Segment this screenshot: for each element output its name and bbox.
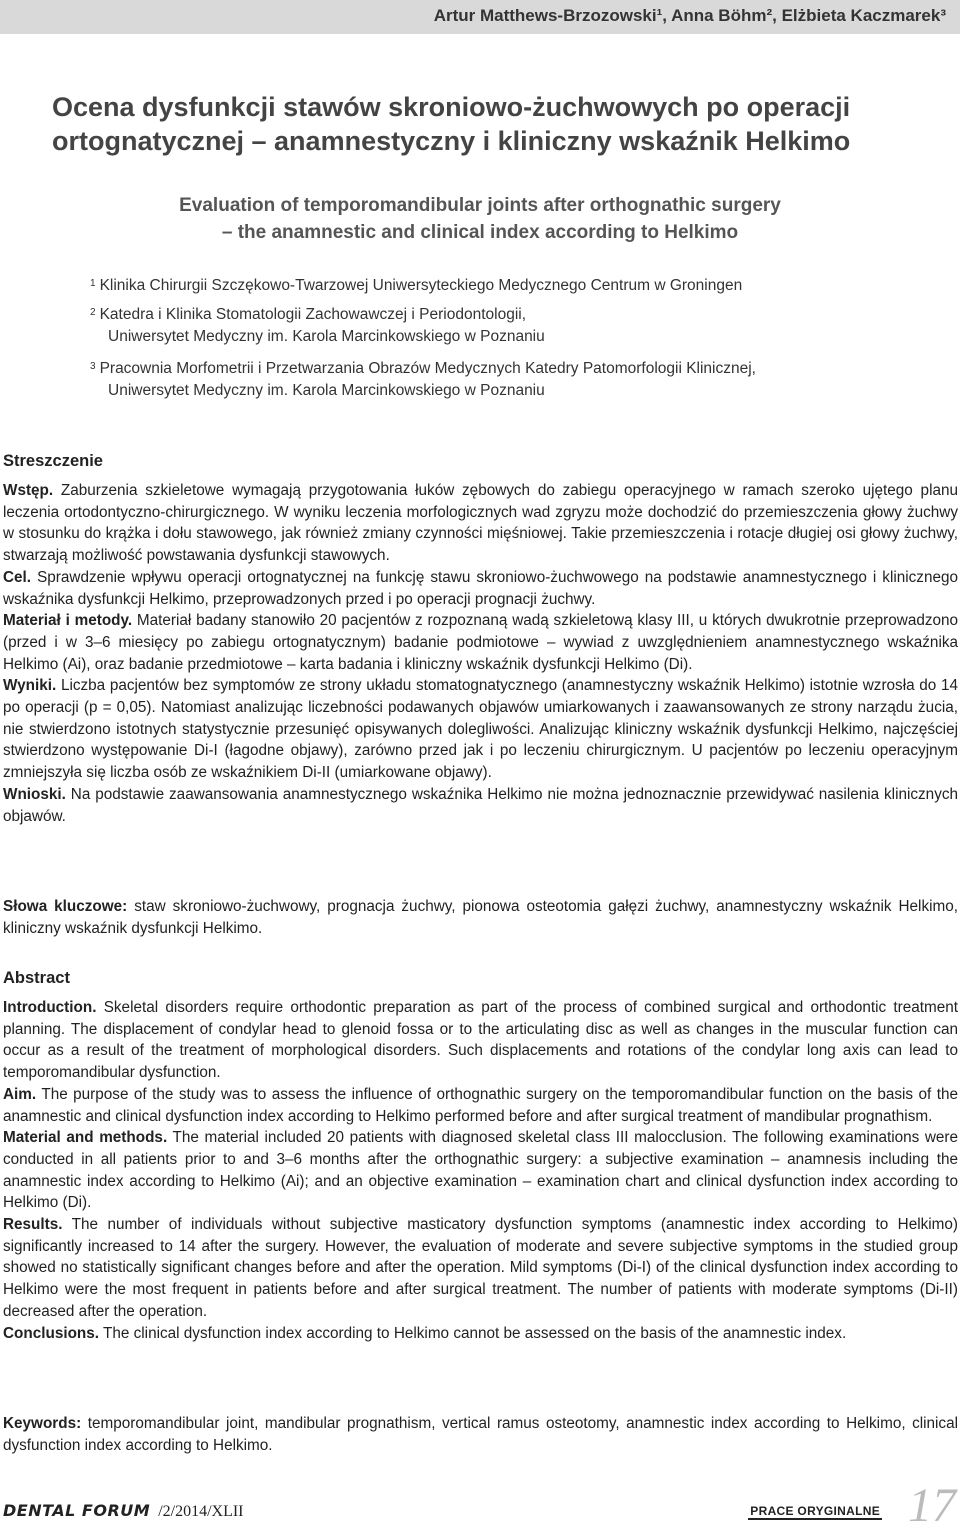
authors: Artur Matthews-Brzozowski¹, Anna Böhm², Elżbieta Kaczmarek³ — [433, 6, 946, 25]
section-label: PRACE ORYGINALNE — [750, 1504, 880, 1518]
wnioski-text: Na podstawie zaawansowania anamnestycznego wskaźnika Helkimo nie można jednoznacznie przewidywać nasilenia klinicznych objawów. — [3, 785, 958, 825]
keywords — [3, 1413, 958, 1456]
affiliation-2-text-line1: Katedra i Klinika Stomatologii Zachowawczej i Periodontologii, — [99, 306, 527, 323]
streszczenie-heading: Streszczenie — [3, 452, 103, 470]
affiliation-1 — [90, 275, 920, 297]
wyniki-text: Liczba pacjentów bez symptomów ze strony układu stomatognatycznego (anamnestyczny wskaźnik Helkimo) istotnie wzrosła do 14 po operacji (p = 0,05). Natomiast analizując liczebności podawanych objawów umiarkowanych i zaawansowanych ze strony narządu żucia, nie stwierdzono istotnych statystycznie przesunięć opisywanych dolegliwości. Analizując kliniczny wskaźnik dysfunkcji Helkimo, najczęściej stwierdzono występowanie Di-I (łagodne objawy), zarówno przed jak i po leczeniu chirurgicznym. U pacjentów po leczeniu operacyjnym zmniejszyła się liczba osób ze wskaźnikiem Di-II (umiarkowane objawy). — [3, 677, 958, 782]
affiliation-1-text: Klinika Chirurgii Szczękowo-Twarzowej Uniwersyteckiego Medycznego Centrum w Groningen — [99, 277, 743, 294]
journal-name: DENTAL FORUM — [3, 1501, 151, 1520]
page-number: 17 — [908, 1479, 956, 1532]
wnioski-label: Wnioski. — [3, 785, 66, 803]
abstract-methods — [3, 1127, 958, 1214]
conclusions-label: Conclusions. — [3, 1324, 100, 1342]
slowa-kluczowe-text: staw skroniowo-żuchwowy, prognacja żuchwy, pionowa osteotomia gałęzi żuchwy, anamnestyczny wskaźnik Helkimo, kliniczny wskaźnik dysfunkcji Helkimo. — [3, 898, 959, 937]
methods-label: Material and methods. — [3, 1129, 168, 1147]
abstract-conclusions — [3, 1323, 958, 1345]
slowa-kluczowe-label: Słowa kluczowe: — [3, 898, 128, 915]
streszczenie-cel — [3, 567, 958, 610]
conclusions-text: The clinical dysfunction index according to Helkimo cannot be assessed on the basis of the anamnestic index. — [99, 1324, 847, 1342]
affiliation-3 — [90, 358, 920, 402]
results-text: The number of individuals without subjective masticatory dysfunction symptoms (anamnestic index according to Helkimo) significantly increased to 14 after the surgery. However, the evaluation of moderate and severe subjective symptoms in the studied group showed no statistically significant changes before and after the operation. Mild symptoms (Di-I) of the clinical dysfunction index according to Helkimo were the most frequent in patients before and after surgical treatment. The number of patients with moderate symptoms (Di-II) decreased after the operation. — [3, 1216, 958, 1320]
wyniki-label: Wyniki. — [3, 677, 57, 695]
introduction-text: Skeletal disorders require orthodontic preparation as part of the process of combined surgical and orthodontic treatment planning. The displacement of condylar head to glenoid fossa or to the articulating disc as well as changes in the muscular function can occur as a result of the treatment of morphological disorders. Such displacements and rotations of the condylar long axis can lead to temporomandibular dysfunction. — [3, 999, 958, 1082]
slowa-kluczowe — [3, 896, 958, 939]
keywords-paragraph — [3, 1413, 958, 1456]
abstract-results — [3, 1214, 958, 1323]
title-english — [0, 192, 960, 246]
streszczenie-wyniki — [3, 675, 958, 784]
keywords-label: Keywords: — [3, 1415, 82, 1432]
methods-text: The material included 20 patients with diagnosed skeletal class III malocclusion. The following examinations were conducted in all patients prior to and 3–6 months after the orthognathic surgery: a subjective examination – anamnesis including the anamnestic index according to Helkimo (Ai); and an objective examination – examination chart and clinical dysfunction index according to Helkimo (Di). — [3, 1129, 959, 1212]
streszczenie-wstep — [3, 480, 958, 567]
title-english-line1: Evaluation of temporomandibular joints after orthognathic surgery — [179, 195, 781, 216]
abstract-heading: Abstract — [3, 969, 70, 987]
aim-text: The purpose of the study was to assess the influence of orthognathic surgery on the temporomandibular function on the basis of the anamnestic and clinical dysfunction index according to Helkimo performed before and after surgical treatment of mandibular prognathism. — [3, 1085, 958, 1125]
title-english-line2: – the anamnestic and clinical index according to Helkimo — [221, 222, 739, 243]
keywords-text: temporomandibular joint, mandibular prognathism, vertical ramus osteotomy, anamnestic index according to Helkimo, clinical dysfunction index according to Helkimo. — [3, 1415, 958, 1454]
abstract-body — [3, 997, 958, 1344]
title-polish-line1: Ocena dysfunkcji stawów skroniowo-żuchwowych po operacji — [52, 92, 851, 122]
affiliation-3-text-line2: Uniwersytet Medyczny im. Karola Marcinkowskiego w Poznaniu — [108, 382, 545, 399]
affiliation-3-number: 3 — [90, 361, 96, 372]
streszczenie-body — [3, 480, 958, 827]
results-label: Results. — [3, 1216, 63, 1234]
title-polish — [52, 90, 932, 158]
affiliation-2 — [90, 304, 920, 348]
material-label: Materiał i metody. — [3, 612, 133, 630]
streszczenie-wnioski — [3, 784, 958, 827]
streszczenie-material — [3, 610, 958, 675]
affiliation-2-text-line2: Uniwersytet Medyczny im. Karola Marcinkowskiego w Poznaniu — [108, 328, 545, 345]
aim-label: Aim. — [3, 1085, 37, 1103]
footer-journal — [3, 1501, 244, 1521]
affiliation-2-number: 2 — [90, 307, 96, 318]
cel-text: Sprawdzenie wpływu operacji ortognatycznej na funkcję stawu skroniowo-żuchwowego na podstawie anamnestycznego i klinicznego wskaźnika dysfunkcji Helkimo, przeprowadzonych przed i po operacji prognacji żuchwy. — [3, 568, 958, 608]
wstep-text: Zaburzenia szkieletowe wymagają przygotowania łuków zębowych do zabiegu operacyjnego w ramach szeroko ujętego planu leczenia ortodontyczno-chirurgicznego. W wyniku leczenia morfologicznych wad zgryzu może dochodzić do przemieszczenia głowy żuchwy w stosunku do krążka i dołu stawowego, jak również zmiany czynności mięśniowej. Takie przemieszczenia i rotacje długiej osi głowy żuchwy, stwarzają możliwość powstawania dysfunkcji stawowych. — [3, 482, 958, 565]
authors-bar — [0, 0, 960, 34]
cel-label: Cel. — [3, 568, 32, 586]
affiliation-1-number: 1 — [90, 278, 96, 289]
slowa-kluczowe-paragraph — [3, 896, 958, 939]
journal-issue: /2/2014/XLII — [158, 1503, 244, 1520]
abstract-aim — [3, 1084, 958, 1127]
material-text: Materiał badany stanowiło 20 pacjentów z rozpoznaną wadą szkieletową klasy III, u których dwukrotnie przeprowadzono (przed i w 3–6 miesięcy po zabiegu ortognatycznym) badanie podmiotowe – wywiad z uwzględnieniem anamnestycznego wskaźnika Helkimo (Ai), oraz badanie przedmiotowe – karta badania i kliniczny wskaźnik dysfunkcji Helkimo (Di). — [3, 612, 958, 673]
affiliation-3-text-line1: Pracownia Morfometrii i Przetwarzania Obrazów Medycznych Katedry Patomorfologii Klinicznej, — [99, 360, 756, 377]
title-polish-line2: ortognatycznej – anamnestyczny i kliniczny wskaźnik Helkimo — [52, 126, 851, 156]
introduction-label: Introduction. — [3, 999, 97, 1016]
wstep-label: Wstęp. — [3, 482, 54, 499]
abstract-introduction — [3, 997, 958, 1084]
